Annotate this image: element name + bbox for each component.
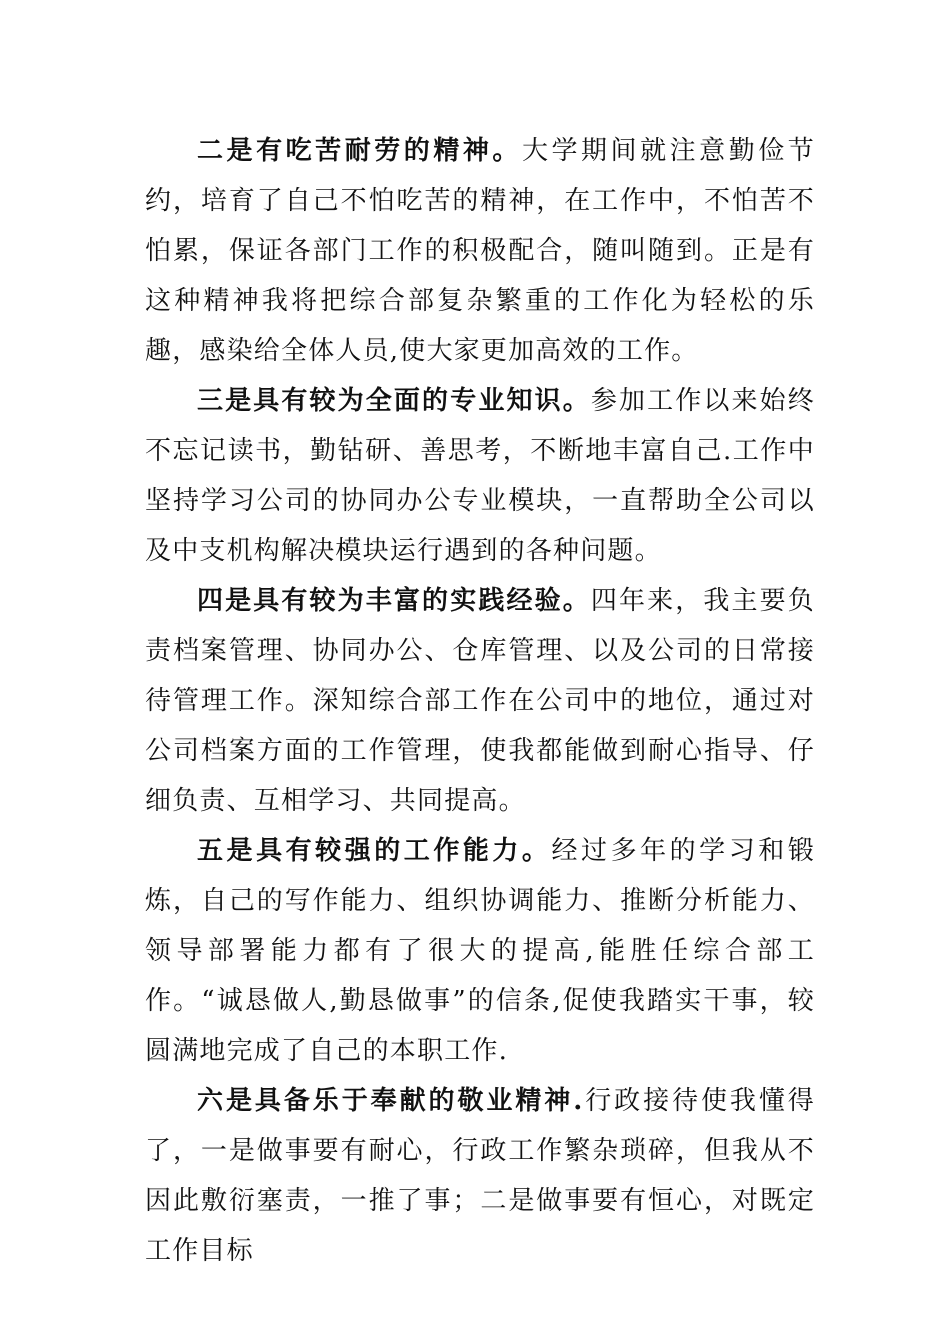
paragraph-heading: 五是具有较强的工作能力。	[197, 836, 552, 866]
paragraph-ability	[145, 826, 815, 1076]
paragraph-hardworking	[145, 126, 815, 376]
paragraph-text: 行政接待使我懂得了，一是做事要有耐心，行政工作繁杂琐碎，但我从不因此敷衍塞责，一推了事；二是做事要有恒心，对既定工作目标	[145, 1086, 815, 1266]
document-body	[145, 126, 815, 1276]
paragraph-heading: 二是有吃苦耐劳的精神。	[197, 136, 522, 166]
paragraph-knowledge	[145, 376, 815, 576]
paragraph-dedication	[145, 1076, 815, 1276]
paragraph-text: 四年来，我主要负责档案管理、协同办公、仓库管理、以及公司的日常接待管理工作。深知综合部工作在公司中的地位，通过对公司档案方面的工作管理，使我都能做到耐心指导、仔细负责、互相学习、共同提高。	[145, 586, 815, 816]
paragraph-heading: 三是具有较为全面的专业知识。	[197, 386, 591, 416]
paragraph-text: 经过多年的学习和锻炼，自己的写作能力、组织协调能力、推断分析能力、领导部署能力都有了很大的提高,能胜任综合部工作。“诚恳做人,勤恳做事”的信条,促使我踏实干事，较圆满地完成了自己的本职工作.	[145, 836, 815, 1066]
paragraph-experience	[145, 576, 815, 826]
paragraph-text: 参加工作以来始终不忘记读书，勤钻研、善思考，不断地丰富自己.工作中坚持学习公司的协同办公专业模块，一直帮助全公司以及中支机构解决模块运行遇到的各种问题。	[145, 386, 815, 566]
paragraph-heading: 六是具备乐于奉献的敬业精神.	[197, 1086, 584, 1116]
paragraph-text: 大学期间就注意勤俭节约，培育了自己不怕吃苦的精神，在工作中，不怕苦不怕累，保证各部门工作的积极配合，随叫随到。正是有这种精神我将把综合部复杂繁重的工作化为轻松的乐趣，感染给全体人员,使大家更加高效的工作。	[145, 136, 815, 366]
paragraph-heading: 四是具有较为丰富的实践经验。	[197, 586, 591, 616]
